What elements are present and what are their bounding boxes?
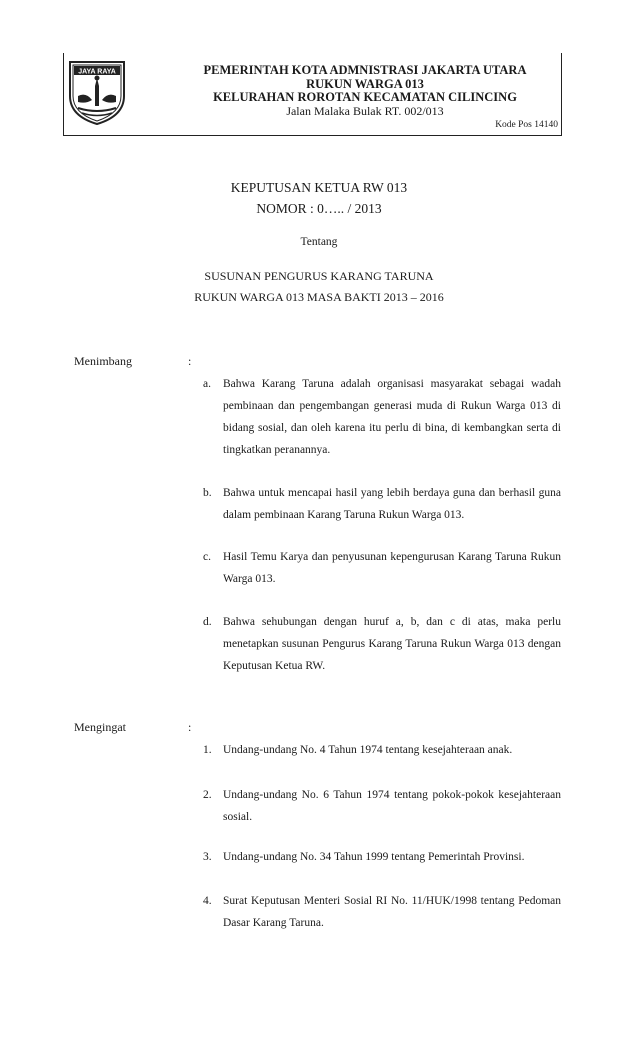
letterhead-line-1: PEMERINTAH KOTA ADMNISTRASI JAKARTA UTARA — [203, 63, 527, 77]
letterhead-postal-code: Kode Pos 14140 — [495, 120, 558, 130]
item-marker: c. — [203, 551, 211, 563]
item-text: Undang-undang No. 6 Tahun 1974 tentang pokok-pokok kesejahteraan sosial. — [223, 789, 561, 823]
item-text: Bahwa sehubungan dengan huruf a, b, dan c di atas, maka perlu menetapkan susunan Pengurus Karang Taruna Rukun Warga 013 dengan Keputusan Ketua RW. — [223, 616, 561, 672]
item-text: Surat Keputusan Menteri Sosial RI No. 11/HUK/1998 tentang Pedoman Dasar Karang Taruna. — [223, 895, 561, 929]
menimbang-item-c — [203, 546, 561, 590]
decree-subject-line-2: RUKUN WARGA 013 MASA BAKTI 2013 – 2016 — [194, 290, 444, 304]
item-text: Undang-undang No. 4 Tahun 1974 tentang kesejahteraan anak. — [223, 744, 513, 756]
menimbang-colon: : — [188, 354, 192, 368]
letterhead-line-3: KELURAHAN ROROTAN KECAMATAN CILINCING — [213, 90, 517, 104]
mengingat-label: Mengingat — [74, 720, 126, 734]
item-marker: b. — [203, 487, 212, 499]
letterhead-line-2: RUKUN WARGA 013 — [306, 77, 424, 91]
menimbang-item-a — [203, 373, 561, 461]
item-marker: 2. — [203, 789, 212, 801]
menimbang-item-d — [203, 611, 561, 677]
mengingat-item-1 — [203, 739, 561, 761]
mengingat-item-2 — [203, 784, 561, 828]
item-marker: 1. — [203, 744, 212, 756]
decree-number: NOMOR : 0….. / 2013 — [256, 201, 382, 216]
mengingat-colon: : — [188, 720, 192, 734]
mengingat-item-3 — [203, 846, 561, 868]
item-text: Undang-undang No. 34 Tahun 1999 tentang Pemerintah Provinsi. — [223, 851, 525, 863]
item-text: Hasil Temu Karya dan penyusunan kepengurusan Karang Taruna Rukun Warga 013. — [223, 551, 561, 585]
jakarta-emblem-logo — [66, 56, 128, 126]
letterhead-border-left — [63, 53, 64, 135]
decree-subject-line-1: SUSUNAN PENGURUS KARANG TARUNA — [204, 269, 434, 283]
item-marker: a. — [203, 378, 211, 390]
item-text: Bahwa untuk mencapai hasil yang lebih berdaya guna dan berhasil guna dalam pembinaan Karang Taruna Rukun Warga 013. — [223, 487, 561, 521]
item-marker: 3. — [203, 851, 212, 863]
tentang-label: Tentang — [300, 236, 338, 248]
menimbang-item-b — [203, 482, 561, 526]
item-marker: d. — [203, 616, 212, 628]
logo-text: JAYA RAYA — [78, 68, 116, 76]
mengingat-item-4 — [203, 890, 561, 934]
letterhead-address: Jalan Malaka Bulak RT. 002/013 — [286, 104, 444, 118]
letterhead-border-right — [561, 53, 562, 135]
item-marker: 4. — [203, 895, 212, 907]
decree-heading: KEPUTUSAN KETUA RW 013 — [230, 180, 408, 195]
item-text: Bahwa Karang Taruna adalah organisasi masyarakat sebagai wadah pembinaan dan pengembangan generasi muda di Rukun Warga 013 di bidang sosial, dan oleh karena itu perlu di bina, di kembangkan serta di tingkatkan peranannya. — [223, 378, 561, 456]
menimbang-label: Menimbang — [74, 354, 132, 368]
letterhead-divider — [63, 135, 562, 136]
